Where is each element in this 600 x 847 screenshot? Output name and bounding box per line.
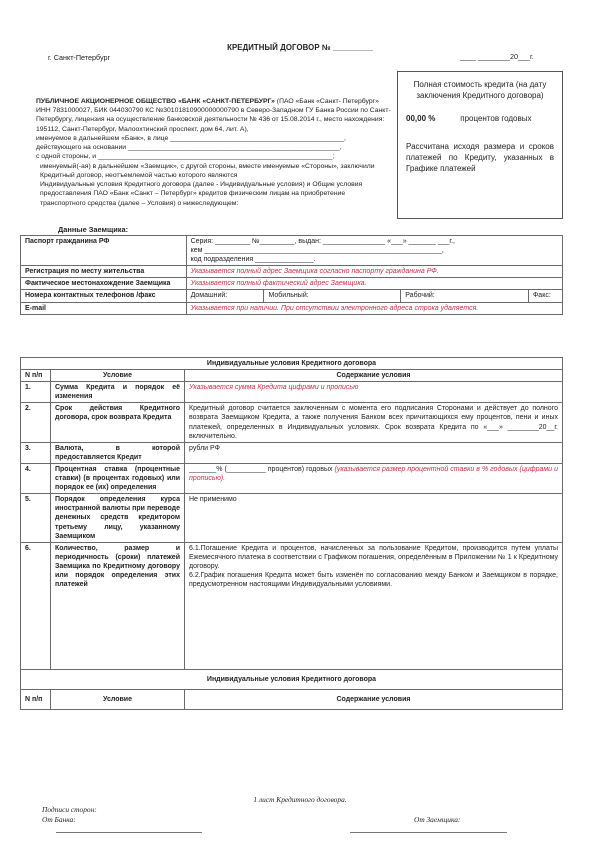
row-content (185, 463, 563, 493)
contract-preamble (36, 97, 391, 208)
col-header-num-repeat: N п/п (21, 689, 51, 709)
row-condition: Срок действия Кредитного договора, срок возврата Кредита (51, 403, 185, 442)
row-num: 2. (21, 403, 51, 442)
cost-box-title: Полная стоимость кредита (на дату заключения Кредитного договора) (413, 80, 547, 100)
borrower-name-line: с одной стороны, и ______________________________________________________________; (36, 153, 335, 161)
passport-label: Паспорт гражданина РФ (21, 236, 187, 266)
table-row (21, 669, 563, 689)
email-value: Указывается при наличии. При отсутствии электронного адреса строка удаляется. (186, 302, 562, 314)
passport-division-code-line: код подразделения _______________. (190, 256, 316, 264)
actual-address-value: Указывается полный фактический адрес Заемщика. (186, 278, 562, 290)
bank-name: ПУБЛИЧНОЕ АКЦИОНЕРНОЕ ОБЩЕСТВО «БАНК «САНКТ-ПЕТЕРБУРГ» (36, 98, 275, 105)
row-condition: Валюта, в которой предоставляется Кредит (51, 442, 185, 463)
passport-issued-by-line: кем _____________________________________________________________, (190, 247, 444, 255)
table-row (21, 358, 563, 370)
email-label: E-mail (21, 302, 187, 314)
row-condition: Процентная ставка (процентные ставки) (в процентах годовых) или порядок ее (их) определения (51, 463, 185, 493)
individual-conditions-table (20, 357, 563, 710)
bank-details (36, 97, 391, 134)
table-row (21, 403, 563, 442)
parties-clause: именуемый(-ая) в дальнейшем «Заемщик», с другой стороны, вместе именуемые «Стороны», заключили Кредитный договор, неотъемлемой частью которого являются (40, 162, 375, 179)
row-num: 4. (21, 463, 51, 493)
table-row (21, 442, 563, 463)
conditions-table-title: Индивидуальные условия Кредитного договора (21, 358, 563, 370)
contract-title: КРЕДИТНЫЙ ДОГОВОР № _________ (227, 43, 373, 52)
row-num: 1. (21, 382, 51, 403)
row-condition: Порядок определения курса иностранной валюты при переводе денежных средств кредитором третьему лицу, указанному Заемщиком (51, 494, 185, 542)
row-content: Не применимо (185, 494, 563, 542)
bank-signature-label: От Банка: (42, 815, 76, 824)
col-header-condition: Условие (51, 370, 185, 382)
row-content (185, 542, 563, 669)
col-header-content-repeat: Содержание условия (185, 689, 563, 709)
full-credit-cost-box (397, 71, 563, 219)
payment-clause-6-1: 6.1.Погашение Кредита и процентов, начисленных за пользование Кредитом, производится путем уплаты Ежемесячного платежа в соответствии с Графиком погашения, определённым в Приложении № 1 к Кредитному договору. (189, 544, 558, 570)
row-content: Указывается сумма Кредита цифрами и прописью (185, 382, 563, 403)
col-header-condition-repeat: Условие (51, 689, 185, 709)
bank-requisites: (ПАО «Банк «Санкт- Петербург» ИНН 7831000027, БИК 044030790 КС №30101810900000000790 в Северо-Западном ГУ Банка России по Санкт-Петербургу, лицензия на осуществление банковской деятельности № 436 от 15.08.2014 г., место нахождения: 195112, Санкт-Петербург, Малоохтинский проспект, дом 64, лит. А), (36, 98, 391, 133)
table-header-row (21, 689, 563, 709)
table-row (21, 290, 563, 302)
row-num: 3. (21, 442, 51, 463)
conditions-table-title-repeat: Индивидуальные условия Кредитного договора (21, 669, 563, 689)
table-row (21, 463, 563, 493)
registration-label: Регистрация по месту жительства (21, 266, 187, 278)
registration-value: Указывается полный адрес Заемщика согласно паспорту гражданина РФ. (186, 266, 562, 278)
borrower-data-table (20, 235, 563, 315)
row-content: рубли РФ (185, 442, 563, 463)
table-row (21, 266, 563, 278)
table-row (21, 278, 563, 290)
bank-basis-line: действующего на основании ________________________________________________________, (36, 144, 342, 152)
table-row (21, 542, 563, 669)
row-num: 5. (21, 494, 51, 542)
cost-rate-row (406, 114, 554, 125)
row-condition: Количество, размер и периодичность (сроки) платежей Заемщика по Кредитному договору или порядок определения этих платежей (51, 542, 185, 669)
row-num: 6. (21, 542, 51, 669)
interest-rate-blank: _______% (__________ процентов) годовых (189, 465, 335, 473)
actual-address-label: Фактическое местонахождение Заемщика (21, 278, 187, 290)
phone-mobile: Мобильный: (264, 290, 401, 302)
col-header-content: Содержание условия (185, 370, 563, 382)
phone-work: Рабочий: (401, 290, 529, 302)
row-condition: Сумма Кредита и порядок её изменения (51, 382, 185, 403)
borrower-signature-label: От Заемщика: (414, 815, 461, 824)
signatures-label: Подписи сторон: (42, 805, 97, 814)
page-note: 1 лист Кредитного договора. (253, 795, 347, 804)
phones-label: Номера контактных телефонов /факс (21, 290, 187, 302)
payment-clause-6-2: 6.2.График погашения Кредита может быть изменён по согласованию между Банком и Заемщиком в порядке, предусмотренном настоящими Индивидуальными условиями. (189, 571, 558, 589)
passport-value (186, 236, 562, 266)
cost-rate-value: 00,00 % (406, 113, 436, 123)
contract-city: г. Санкт-Петербург (48, 53, 111, 62)
col-header-num: N п/п (21, 370, 51, 382)
conditions-clause: Индивидуальные условия Кредитного договора (далее - Индивидуальные условия) и Общие условия предоставления ПАО «Банк «Санкт – Петербург» кредитов физическим лицам на приобретение транспортного средства (далее – Условия) о нижеследующем: (40, 181, 363, 207)
borrower-signature-line (350, 832, 507, 833)
borrower-data-heading: Данные Заемщика: (58, 225, 129, 234)
table-row (21, 236, 563, 266)
table-row (21, 382, 563, 403)
interest-rate-hint: (указывается размер процентной ставки в % годовых (цифрами и прописью). (189, 465, 558, 483)
row-content: Кредитный договор считается заключенным с момента его подписания Сторонами и действует до полного возврата Заемщиком Кредита, а также получения Банком всех причитающихся ему процентов, пени и иных платежей, определенных в Индивидуальных условиях. Срок возврата Кредита по «___» ________20__г. включительно. (185, 403, 563, 442)
cost-calc-note: Рассчитана исходя размера и сроков платежей по Кредиту, указанных в Графике платежей (406, 142, 554, 173)
contract-date: ____ ________20___г. (460, 52, 534, 61)
table-row (21, 494, 563, 542)
table-header-row (21, 370, 563, 382)
table-row (21, 302, 563, 314)
bank-representative-line: именуемое в дальнейшем «Банк», в лице ______________________________________________, (36, 134, 346, 142)
passport-series-line: Серия: _________ №_________, выдан: ________________ «___» _______ ___г., (190, 238, 456, 245)
bank-signature-line (56, 832, 202, 833)
phone-fax: Факс: (528, 290, 562, 302)
cost-rate-label: процентов годовых (460, 113, 532, 123)
phone-home: Домашний: (186, 290, 264, 302)
